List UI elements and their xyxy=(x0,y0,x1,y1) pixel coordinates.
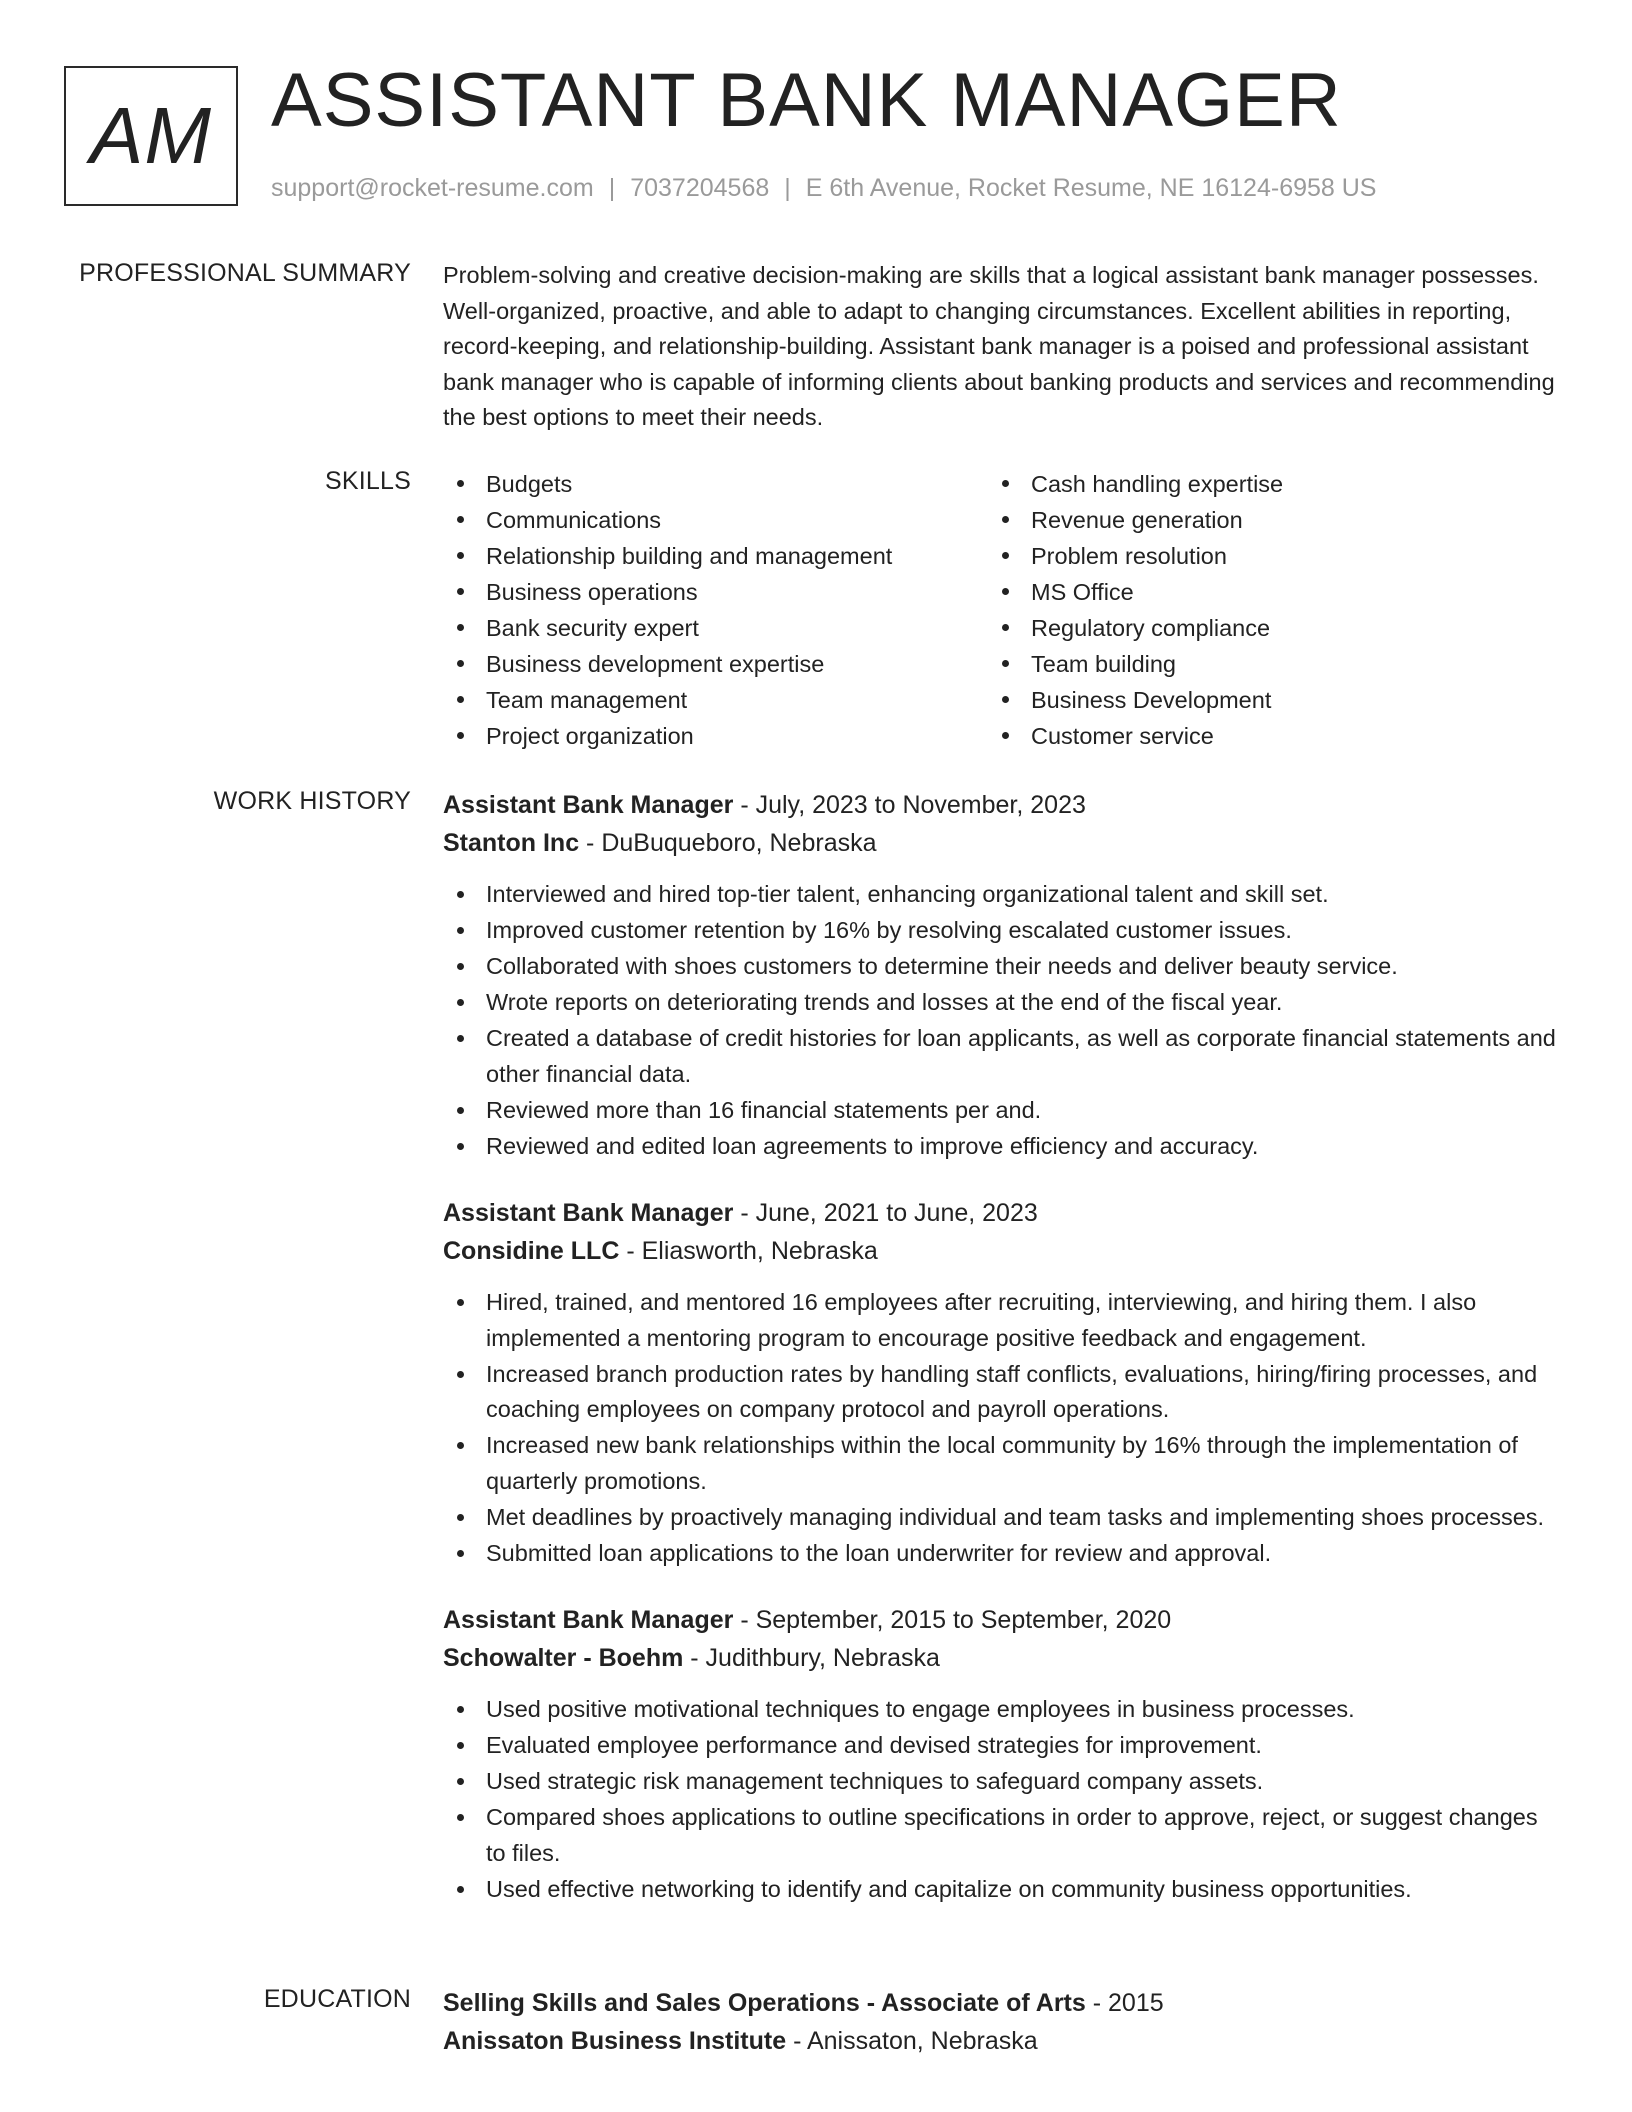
job-title-line xyxy=(443,1601,1558,1639)
job-location: - Eliasworth, Nebraska xyxy=(619,1237,878,1265)
job-bullet: Created a database of credit histories for loan applicants, as well as corporate financial statements and other financial data. xyxy=(443,1021,1558,1092)
skill-item: Bank security expert xyxy=(443,610,988,646)
job-bullet: Reviewed and edited loan agreements to improve efficiency and accuracy. xyxy=(443,1129,1558,1165)
contact-separator: | xyxy=(784,174,791,202)
job-company: Considine LLC xyxy=(443,1237,620,1265)
job-bullets xyxy=(443,1692,1558,1907)
job-bullet: Wrote reports on deteriorating trends and losses at the end of the fiscal year. xyxy=(443,985,1558,1021)
contact-phone[interactable]: 7037204568 xyxy=(630,174,770,202)
job-bullet: Interviewed and hired top-tier talent, enhancing organizational talent and skill set. xyxy=(443,877,1558,913)
skill-item: Cash handling expertise xyxy=(988,466,1533,502)
skill-item: Regulatory compliance xyxy=(988,610,1533,646)
job-bullet: Increased branch production rates by handling staff conflicts, evaluations, hiring/firing processes, and coaching employees on company protocol and payroll operations. xyxy=(443,1357,1558,1428)
job-bullet: Increased new bank relationships within the local community by 16% through the implementation of quarterly promotions. xyxy=(443,1428,1558,1499)
job-title-line xyxy=(443,1194,1558,1232)
contact-address: E 6th Avenue, Rocket Resume, NE 16124-6958 US xyxy=(805,174,1377,202)
education-year: - 2015 xyxy=(1085,1989,1164,2017)
job-bullets xyxy=(443,877,1558,1164)
skill-item: Team building xyxy=(988,646,1533,682)
section-heading-work-history: WORK HISTORY xyxy=(213,787,411,815)
job-company: Schowalter - Boehm xyxy=(443,1644,684,1672)
job-bullet: Collaborated with shoes customers to determine their needs and deliver beauty service. xyxy=(443,949,1558,985)
job-company-line xyxy=(443,824,1558,862)
education-degree: Selling Skills and Sales Operations - Associate of Arts xyxy=(443,1989,1086,2017)
job-bullet: Submitted loan applications to the loan underwriter for review and approval. xyxy=(443,1536,1558,1572)
work-history-body xyxy=(443,786,1558,1937)
skill-item: Project organization xyxy=(443,718,988,754)
skill-item: Business operations xyxy=(443,574,988,610)
job-entry xyxy=(443,786,1558,1164)
education-school-line xyxy=(443,2022,1558,2060)
job-bullets xyxy=(443,1285,1558,1571)
job-location: - DuBuqueboro, Nebraska xyxy=(579,829,877,857)
job-title-line xyxy=(443,786,1558,824)
job-company: Stanton Inc xyxy=(443,829,580,857)
skill-item: Business Development xyxy=(988,682,1533,718)
job-entry xyxy=(443,1601,1558,1907)
job-bullet: Hired, trained, and mentored 16 employees after recruiting, interviewing, and hiring them. I also implemented a mentoring program to encourage positive feedback and engagement. xyxy=(443,1285,1558,1356)
page-title: ASSISTANT BANK MANAGER xyxy=(271,58,1342,143)
education-school: Anissaton Business Institute xyxy=(443,2027,787,2055)
job-bullet: Used positive motivational techniques to engage employees in business processes. xyxy=(443,1692,1558,1728)
skill-item: Business development expertise xyxy=(443,646,988,682)
skills-list-left xyxy=(443,466,988,754)
education-location: - Anissaton, Nebraska xyxy=(786,2027,1038,2055)
job-title: Assistant Bank Manager xyxy=(443,791,734,819)
skill-item: Budgets xyxy=(443,466,988,502)
job-dates: - July, 2023 to November, 2023 xyxy=(733,791,1086,819)
section-heading-skills: SKILLS xyxy=(325,467,411,495)
job-title: Assistant Bank Manager xyxy=(443,1199,734,1227)
skill-item: Problem resolution xyxy=(988,538,1533,574)
job-bullet: Reviewed more than 16 financial statements per and. xyxy=(443,1093,1558,1129)
skill-item: Customer service xyxy=(988,718,1533,754)
skill-item: MS Office xyxy=(988,574,1533,610)
job-bullet: Used strategic risk management techniques to safeguard company assets. xyxy=(443,1764,1558,1800)
job-entry xyxy=(443,1194,1558,1571)
skills-list-right xyxy=(988,466,1533,754)
section-heading-summary: PROFESSIONAL SUMMARY xyxy=(79,259,411,287)
job-location: - Judithbury, Nebraska xyxy=(683,1644,940,1672)
section-heading-education: EDUCATION xyxy=(263,1985,411,2013)
skill-item: Communications xyxy=(443,502,988,538)
job-bullet: Improved customer retention by 16% by resolving escalated customer issues. xyxy=(443,913,1558,949)
contact-separator: | xyxy=(608,174,616,202)
education-body xyxy=(443,1984,1558,2060)
job-bullet: Used effective networking to identify and capitalize on community business opportunities. xyxy=(443,1872,1558,1908)
job-bullet: Compared shoes applications to outline specifications in order to approve, reject, or suggest changes to files. xyxy=(443,1800,1558,1871)
monogram-logo: AM xyxy=(64,66,238,206)
contact-line xyxy=(271,172,1376,204)
job-bullet: Met deadlines by proactively managing individual and team tasks and implementing shoes processes. xyxy=(443,1500,1558,1536)
skill-item: Relationship building and management xyxy=(443,538,988,574)
contact-email[interactable]: support@rocket-resume.com xyxy=(271,174,594,202)
job-company-line xyxy=(443,1639,1558,1677)
skill-item: Team management xyxy=(443,682,988,718)
job-dates: - June, 2021 to June, 2023 xyxy=(733,1199,1038,1227)
skill-item: Revenue generation xyxy=(988,502,1533,538)
summary-text: Problem-solving and creative decision-making are skills that a logical assistant bank manager possesses. Well-organized, proactive, and able to adapt to changing circumstances. Excellent abilities in reporting, record-keeping, and relationship-building. Assistant bank manager is a poised and professional assistant bank manager who is capable of informing clients about banking products and services and recommending the best options to meet their needs. xyxy=(443,262,1555,430)
job-title: Assistant Bank Manager xyxy=(443,1606,734,1634)
skills-body xyxy=(443,466,1558,754)
summary-body xyxy=(443,258,1558,436)
job-dates: - September, 2015 to September, 2020 xyxy=(733,1606,1172,1634)
job-bullet: Evaluated employee performance and devised strategies for improvement. xyxy=(443,1728,1558,1764)
education-degree-line xyxy=(443,1984,1558,2022)
job-company-line xyxy=(443,1232,1558,1270)
